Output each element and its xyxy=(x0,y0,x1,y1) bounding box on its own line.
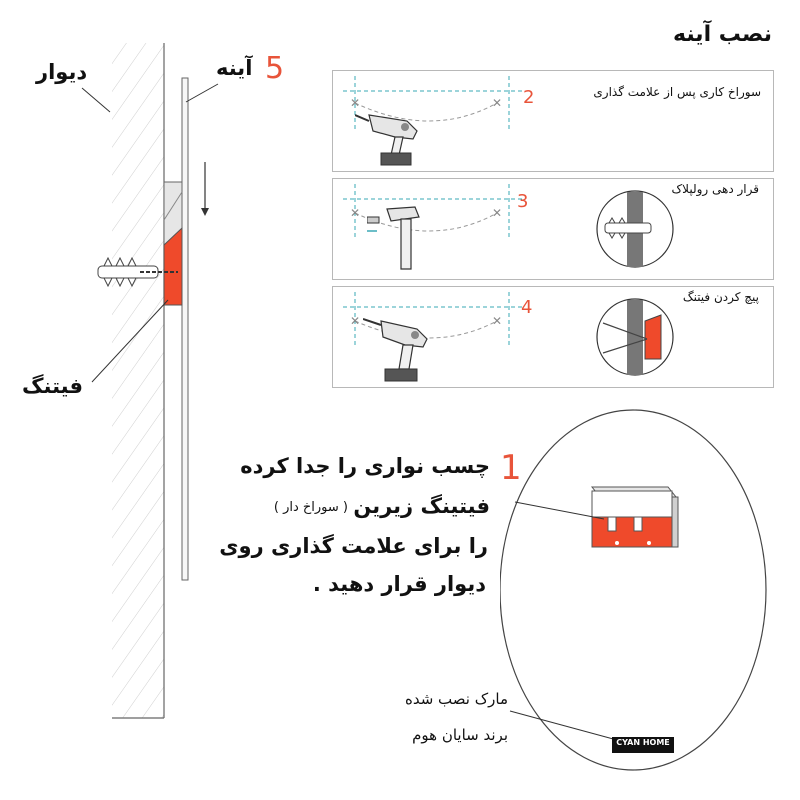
step1-line3: را برای علامت گذاری روی xyxy=(219,534,488,558)
brand-line1: مارک نصب شده xyxy=(404,690,508,708)
brand-badge: CYAN HOME xyxy=(616,738,670,747)
wall xyxy=(112,43,164,718)
hammer-icon xyxy=(367,203,437,275)
fitting-block xyxy=(592,487,678,547)
step1-line1: چسب نواری را جدا کرده xyxy=(240,454,490,478)
page-title: نصب آینه xyxy=(672,22,772,47)
step1-line2-note: ( سوراخ دار ) xyxy=(273,500,348,515)
wall-label: دیوار xyxy=(36,60,88,84)
step-panel-2 xyxy=(332,70,774,172)
mirror-edge xyxy=(182,78,188,580)
svg-text:✕: ✕ xyxy=(349,314,361,328)
mirror-label: آینه xyxy=(216,56,253,80)
step-number-1: 1 xyxy=(500,448,522,488)
step-number-2: 2 xyxy=(523,87,535,108)
svg-text:✕: ✕ xyxy=(491,314,503,328)
svg-text:✕: ✕ xyxy=(491,206,503,220)
svg-text:✕: ✕ xyxy=(349,206,361,220)
mirror-number: 5 xyxy=(265,51,285,86)
step-text-3: قرار دهی رولپلاک xyxy=(671,182,759,196)
step-panel-3 xyxy=(332,178,774,280)
wall-mount-diagram xyxy=(0,0,330,730)
brand-line2: برند سایان هوم xyxy=(412,726,508,744)
step1-line4: دیوار قرار دهید . xyxy=(312,572,486,596)
step1-line2-main: فیتینگ زیرین xyxy=(353,494,490,518)
fitting-label: فیتنگ xyxy=(22,374,83,398)
drill-icon xyxy=(355,97,427,167)
step-panel-4 xyxy=(332,286,774,388)
step-number-3: 3 xyxy=(517,191,529,212)
step-text-2: سوراخ کاری پس از علامت گذاری xyxy=(593,85,761,99)
step-number-4: 4 xyxy=(521,297,533,318)
svg-text:✕: ✕ xyxy=(491,96,503,110)
step-text-4: پیچ کردن فیتنگ xyxy=(682,290,759,304)
drill-icon xyxy=(363,315,437,385)
svg-text:✕: ✕ xyxy=(349,96,361,110)
